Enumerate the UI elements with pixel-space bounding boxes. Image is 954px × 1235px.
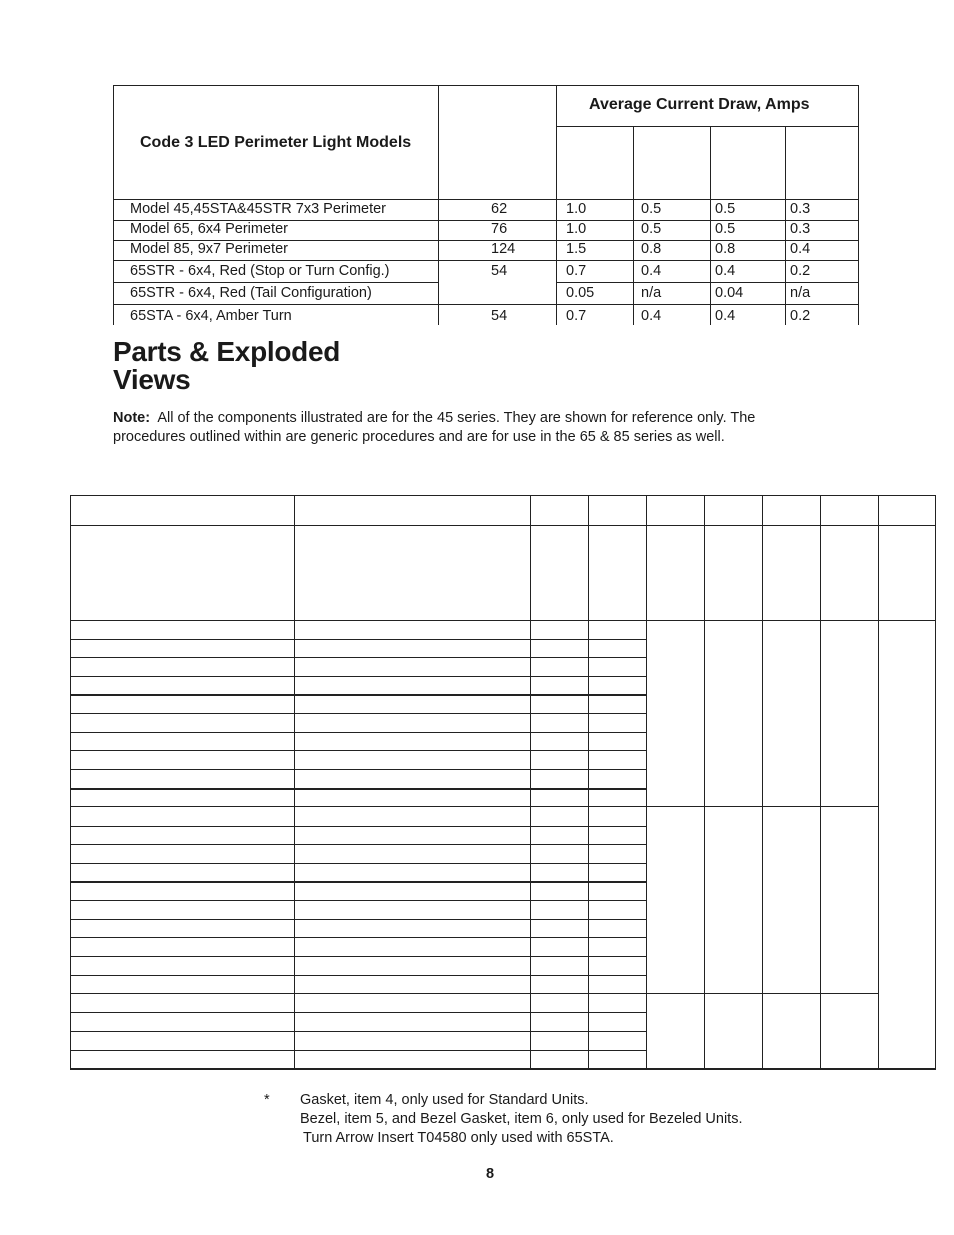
current-value: 1.0: [566, 221, 587, 237]
page-number: 8: [486, 1166, 495, 1182]
current-value: 0.04: [715, 285, 744, 301]
current-value: 0.4: [641, 263, 662, 279]
models-column-header: Code 3 LED Perimeter Light Models: [140, 134, 412, 151]
section-title-line2: Views: [113, 364, 191, 395]
model-name: 65STR - 6x4, Red (Stop or Turn Config.): [130, 263, 390, 279]
current-value: 0.7: [566, 263, 587, 279]
current-value: 0.5: [715, 221, 736, 237]
section-title-line1: Parts & Exploded: [113, 336, 341, 367]
note-text-line2: procedures outlined within are generic procedures and are for use in the 65 & 85 series as well.: [113, 429, 725, 445]
led-count: 76: [491, 221, 508, 237]
current-value: 1.0: [566, 201, 587, 217]
current-value: 0.05: [566, 285, 595, 301]
model-name: Model 45,45STA&45STR 7x3 Perimeter: [130, 201, 387, 217]
current-value: 0.5: [641, 221, 662, 237]
current-value: 0.8: [641, 241, 662, 257]
led-count: 54: [491, 263, 508, 279]
led-count: 54: [491, 308, 508, 324]
current-value: 0.4: [790, 241, 811, 257]
current-value: 0.7: [566, 308, 587, 324]
model-name: Model 85, 9x7 Perimeter: [130, 241, 288, 257]
footnote-line1: Gasket, item 4, only used for Standard Units.: [300, 1092, 589, 1108]
current-value: 0.3: [790, 201, 811, 217]
note-paragraph: [113, 409, 853, 447]
current-value: 0.2: [790, 308, 811, 324]
current-value: 0.4: [715, 263, 736, 279]
note-label: Note:: [113, 410, 151, 426]
current-draw-header: Average Current Draw, Amps: [589, 96, 810, 113]
led-count: 124: [491, 241, 516, 257]
current-value: 1.5: [566, 241, 587, 257]
current-value: 0.8: [715, 241, 736, 257]
current-value: 0.2: [790, 263, 811, 279]
current-value: n/a: [790, 285, 811, 301]
current-value: 0.4: [715, 308, 736, 324]
footnote-marker: *: [264, 1092, 270, 1108]
current-value: n/a: [641, 285, 662, 301]
current-value: 0.5: [715, 201, 736, 217]
led-count: 62: [491, 201, 508, 217]
note-text-line1: All of the components illustrated are for the 45 series. They are shown for reference only. The: [157, 410, 756, 426]
section-title: [113, 338, 340, 394]
model-name: 65STA - 6x4, Amber Turn: [130, 308, 292, 324]
current-value: 0.3: [790, 221, 811, 237]
footnote-line2: Bezel, item 5, and Bezel Gasket, item 6, only used for Bezeled Units.: [300, 1111, 743, 1127]
model-name: 65STR - 6x4, Red (Tail Configuration): [130, 285, 372, 301]
current-value: 0.5: [641, 201, 662, 217]
current-value: 0.4: [641, 308, 662, 324]
footnote-line3: Turn Arrow Insert T04580 only used with 65STA.: [303, 1130, 614, 1146]
model-name: Model 65, 6x4 Perimeter: [130, 221, 288, 237]
